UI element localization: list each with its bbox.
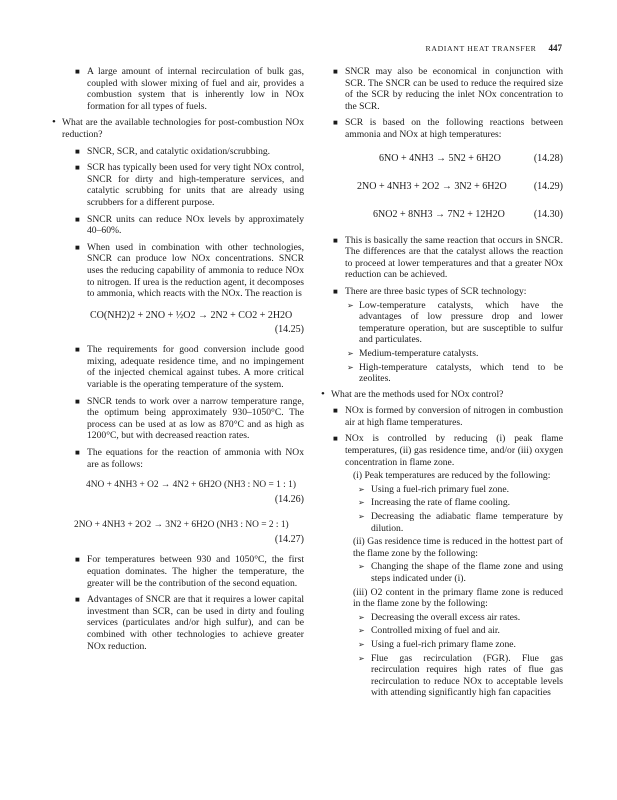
question [52,117,304,140]
list-item [62,242,304,300]
square-bullet-icon: ■ [75,555,80,565]
paragraph-text: The equations for the reaction of ammonia with NOx are as follows: [87,447,304,470]
equation-14-26 [62,480,304,492]
equation-14-25 [62,310,304,322]
list-item [62,162,304,208]
paragraph-text: NOx is formed by conversion of nitrogen in combustion air at high flame temperatures. [345,405,563,428]
numbered-item-text: (ii) Gas residence time is reduced in the hottest part of the flame zone by the following: [353,536,563,559]
sub-item [343,511,563,534]
sub-item-text: Controlled mixing of fuel and air. [371,625,500,637]
question-text: What are the available technologies for post-combustion NOx reduction? [62,117,304,140]
sub-item [343,653,563,699]
right-column [321,66,563,704]
square-bullet-icon: ■ [75,163,80,173]
list-item [331,286,563,385]
equation-expression: 6NO2 + 8NH3 → 7N2 + 12H2O [373,208,505,220]
sub-item-text: Using a fuel-rich primary flame zone. [371,638,516,650]
sub-item-text: Low-temperature catalysts, which have the advantages of low pressure drop and lower temperature operation, but are susceptible to sulfur and particulates. [359,299,563,346]
list-item [62,214,304,237]
equation-expression: 2NO + 4NH3 + 2O2 → 3N2 + 6H2O [357,180,507,192]
paragraph-text: NOx is controlled by reducing (i) peak flame temperatures, (ii) gas residence time, and/or (iii) oxygen concentration in flame zone. [345,433,563,468]
sub-item-text: Changing the shape of the flame zone and using steps indicated under (i). [371,561,563,584]
list-item [331,433,563,698]
square-bullet-icon: ■ [333,118,338,128]
paragraph-text: A large amount of internal recirculation of bulk gas, coupled with slower mixing of fuel and air, provides a combustion system that is inherently low in NOx formation for all types of fuels. [87,66,304,112]
list-item [62,66,304,112]
paragraph-text: There are three basic types of SCR technology: [345,285,527,297]
square-bullet-icon: ■ [75,396,80,406]
arrow-bullet-icon: ➢ [358,498,365,508]
sub-item [331,300,563,346]
paragraph-text: SNCR units can reduce NOx levels by approximately 40–60%. [87,213,304,237]
arrow-bullet-icon: ➢ [358,512,365,522]
page-number: 447 [548,43,562,53]
paragraph-text: This is basically the same reaction that occurs in SNCR. The differences are that the catalyst allows the reaction to proceed at lower temperatures and that a greater NOx reduction can be achieved. [345,234,563,281]
list-item [331,117,563,140]
square-bullet-icon: ■ [75,214,80,224]
sub-item-text: High-temperature catalysts, which tend to be zeolites. [359,361,563,385]
paragraph-text: SNCR tends to work over a narrow temperature range, the optimum being approximately 930–1050°C. The process can be used at as low as 870°C and as high as 1200°C, but with decreased reaction rates. [87,395,304,442]
running-header [0,43,562,55]
sub-item-text: Flue gas recirculation (FGR). Flue gas recirculation requires high rates of flue gas recirculation to reduce NOx to acceptable levels with attending significantly high fan capacities [371,652,563,699]
square-bullet-icon: ■ [75,595,80,605]
square-bullet-icon: ■ [333,406,338,416]
list-item [62,447,304,470]
sub-item-text: Using a fuel-rich primary fuel zone. [371,483,509,495]
sub-item-text: Increasing the rate of flame cooling. [371,497,511,509]
square-bullet-icon: ■ [75,345,80,355]
sub-item [343,639,563,651]
sub-item [343,561,563,584]
numbered-item [343,536,563,584]
sub-item [343,625,563,637]
square-bullet-icon: ■ [333,286,338,296]
paragraph-text: SCR has typically been used for very tight NOx control, SNCR for dirty and high-temperature services, and catalytic scrubbing for units that are already using scrubbers for a different purpose. [87,162,304,208]
list-item [62,554,304,589]
list-item [331,235,563,281]
arrow-bullet-icon: ➢ [358,626,365,636]
list-item [331,66,563,112]
equation-expression: 4NO + 4NH3 + O2 → 4N2 + 6H2O (NH3 : NO = 1 : 1) [86,480,296,491]
sub-item-text: Medium-temperature catalysts. [359,347,479,359]
arrow-bullet-icon: ➢ [358,562,365,572]
numbered-item-text: (i) Peak temperatures are reduced by the following: [353,470,551,482]
arrow-bullet-icon: ➢ [358,612,365,622]
running-title: RADIANT HEAT TRANSFER [425,44,537,53]
left-column [52,66,304,657]
equation-expression: CO(NH2)2 + 2NO + ½O2 → 2N2 + CO2 + 2H2O [90,309,293,321]
numbered-item-text: (iii) O2 content in the primary flame zone is reduced in the flame zone by the following: [353,586,563,610]
sub-item [331,362,563,385]
sub-item-text: Decreasing the overall excess air rates. [371,611,521,623]
arrow-bullet-icon: ➢ [358,653,365,663]
sub-item-text: Decreasing the adiabatic flame temperature by dilution. [371,511,563,534]
equation-14-28 [331,153,563,167]
paragraph-text: SCR is based on the following reactions between ammonia and NOx at high temperatures: [345,117,563,140]
arrow-bullet-icon: ➢ [358,484,365,494]
square-bullet-icon: ■ [75,242,80,252]
equation-expression: 6NO + 4NH3 → 5N2 + 6H2O [379,152,501,164]
equation-number: (14.26) [274,494,304,506]
round-bullet-icon: • [321,387,325,400]
numbered-item [343,470,563,534]
round-bullet-icon: • [52,116,56,129]
arrow-bullet-icon: ➢ [347,362,354,372]
equation-14-27 [62,520,304,532]
arrow-bullet-icon: ➢ [358,639,365,649]
square-bullet-icon: ■ [333,67,338,76]
equation-expression: 2NO + 4NH3 + 2O2 → 3N2 + 6H2O (NH3 : NO = 2 : 1) [74,519,289,530]
sub-item [331,348,563,360]
question-text: What are the methods used for NOx control? [331,388,504,400]
arrow-bullet-icon: ➢ [347,300,354,310]
paragraph-text: The requirements for good conversion include good mixing, adequate residence time, and no impingement of the injected chemical against tubes. A more critical variable is the operating temperature of the system. [87,344,304,391]
list-item [62,594,304,652]
list-item [62,396,304,442]
sub-item [343,484,563,496]
paragraph-text: SNCR may also be economical in conjunction with SCR. The SNCR can be used to reduce the required size of the SCR by reducing the inlet NOx concentration to the SCR. [345,66,563,112]
equation-number: (14.25) [274,323,304,335]
square-bullet-icon: ■ [333,235,338,245]
list-item [62,146,304,158]
equation-number: (14.27) [274,533,304,545]
equation-number: (14.30) [533,208,563,220]
list-item [331,405,563,428]
square-bullet-icon: ■ [75,448,80,458]
list-item [62,344,304,390]
paragraph-text: For temperatures between 930 and 1050°C, the first equation dominates. The higher the temperature, the greater will be the contribution of the second equation. [87,554,304,589]
question [321,389,563,401]
numbered-item [343,587,563,699]
equation-14-29 [331,181,563,195]
sub-item [343,497,563,509]
equation-14-30 [331,209,563,223]
arrow-bullet-icon: ➢ [347,348,354,358]
equation-number: (14.28) [533,152,563,164]
square-bullet-icon: ■ [75,146,80,156]
sub-item [343,612,563,624]
square-bullet-icon: ■ [75,67,80,76]
equation-number: (14.29) [533,180,563,192]
paragraph-text: SNCR, SCR, and catalytic oxidation/scrubbing. [87,145,271,157]
paragraph-text: Advantages of SNCR are that it requires a lower capital investment than SCR, can be used in dirty and fouling services (particulates and/or high sulfur), and can be combined with other technologies to achieve greater NOx reduction. [87,594,304,652]
square-bullet-icon: ■ [333,434,338,444]
paragraph-text: When used in combination with other technologies, SNCR can produce low NOx concentrations. SNCR uses the reducing capability of ammonia to reduce NOx to nitrogen. If urea is the reduction agent, it decomposes to ammonia, which reacts with the NOx. The reaction is [87,241,304,300]
